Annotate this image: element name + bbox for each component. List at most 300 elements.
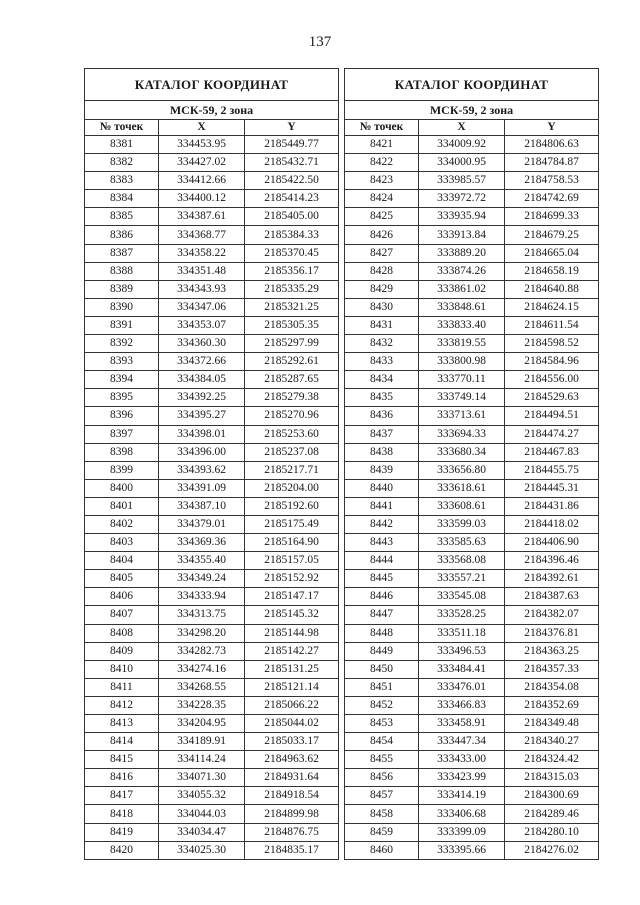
y-coordinate-cell: 2185044.02 — [245, 715, 339, 733]
point-number-cell: 8417 — [85, 787, 159, 805]
point-number-cell: 8423 — [345, 172, 419, 190]
table-row — [85, 208, 339, 226]
table-row — [345, 515, 599, 533]
x-coordinate-cell: 334114.24 — [159, 751, 245, 769]
table-row — [85, 461, 339, 479]
y-coordinate-cell: 2184363.25 — [505, 642, 599, 660]
table-row — [85, 479, 339, 497]
x-coordinate-cell: 334343.93 — [159, 280, 245, 298]
table-row — [85, 534, 339, 552]
point-number-cell: 8401 — [85, 497, 159, 515]
point-number-cell: 8382 — [85, 154, 159, 172]
point-number-cell: 8448 — [345, 624, 419, 642]
column-header-x: X — [419, 120, 505, 136]
y-coordinate-cell: 2184352.69 — [505, 696, 599, 714]
x-coordinate-cell: 333528.25 — [419, 606, 505, 624]
point-number-cell: 8445 — [345, 570, 419, 588]
x-coordinate-cell: 333568.08 — [419, 552, 505, 570]
y-coordinate-cell: 2184931.64 — [245, 769, 339, 787]
point-number-cell: 8453 — [345, 715, 419, 733]
point-number-cell: 8429 — [345, 280, 419, 298]
table-row — [85, 823, 339, 841]
x-coordinate-cell: 334313.75 — [159, 606, 245, 624]
table-row — [345, 823, 599, 841]
x-coordinate-cell: 334368.77 — [159, 226, 245, 244]
y-coordinate-cell: 2185356.17 — [245, 262, 339, 280]
table-row — [85, 751, 339, 769]
x-coordinate-cell: 334398.01 — [159, 425, 245, 443]
point-number-cell: 8428 — [345, 262, 419, 280]
point-number-cell: 8412 — [85, 696, 159, 714]
point-number-cell: 8387 — [85, 244, 159, 262]
point-number-cell: 8459 — [345, 823, 419, 841]
point-number-cell: 8419 — [85, 823, 159, 841]
y-coordinate-cell: 2185305.35 — [245, 316, 339, 334]
point-number-cell: 8381 — [85, 136, 159, 154]
point-number-cell: 8435 — [345, 389, 419, 407]
page-number: 137 — [308, 34, 332, 50]
x-coordinate-cell: 333800.98 — [419, 353, 505, 371]
table-row — [345, 371, 599, 389]
table-row — [85, 280, 339, 298]
x-coordinate-cell: 334400.12 — [159, 190, 245, 208]
point-number-cell: 8394 — [85, 371, 159, 389]
table-row — [85, 769, 339, 787]
x-coordinate-cell: 334274.16 — [159, 660, 245, 678]
point-number-cell: 8396 — [85, 407, 159, 425]
point-number-cell: 8444 — [345, 552, 419, 570]
x-coordinate-cell: 334353.07 — [159, 316, 245, 334]
table-row — [85, 316, 339, 334]
table-row — [345, 606, 599, 624]
x-coordinate-cell: 333819.55 — [419, 335, 505, 353]
y-coordinate-cell: 2184357.33 — [505, 660, 599, 678]
y-coordinate-cell: 2185152.92 — [245, 570, 339, 588]
x-coordinate-cell: 333511.18 — [419, 624, 505, 642]
y-coordinate-cell: 2184376.81 — [505, 624, 599, 642]
y-coordinate-cell: 2185370.45 — [245, 244, 339, 262]
table-row — [85, 353, 339, 371]
point-number-cell: 8393 — [85, 353, 159, 371]
x-coordinate-cell: 334349.24 — [159, 570, 245, 588]
column-header-num: № точек — [85, 120, 159, 136]
point-number-cell: 8438 — [345, 443, 419, 461]
point-number-cell: 8426 — [345, 226, 419, 244]
x-coordinate-cell: 334360.30 — [159, 335, 245, 353]
table-row — [345, 353, 599, 371]
y-coordinate-cell: 2185422.50 — [245, 172, 339, 190]
point-number-cell: 8398 — [85, 443, 159, 461]
point-number-cell: 8454 — [345, 733, 419, 751]
x-coordinate-cell: 334000.95 — [419, 154, 505, 172]
point-number-cell: 8430 — [345, 298, 419, 316]
y-coordinate-cell: 2185287.65 — [245, 371, 339, 389]
table-row — [345, 280, 599, 298]
table-row — [85, 244, 339, 262]
point-number-cell: 8437 — [345, 425, 419, 443]
y-coordinate-cell: 2184918.54 — [245, 787, 339, 805]
table-row — [345, 335, 599, 353]
x-coordinate-cell: 333406.68 — [419, 805, 505, 823]
y-coordinate-cell: 2184418.02 — [505, 515, 599, 533]
table-row — [345, 298, 599, 316]
table-row — [85, 624, 339, 642]
point-number-cell: 8406 — [85, 588, 159, 606]
table-row — [345, 389, 599, 407]
point-number-cell: 8389 — [85, 280, 159, 298]
x-coordinate-cell: 333874.26 — [419, 262, 505, 280]
table-row — [85, 552, 339, 570]
x-coordinate-cell: 333476.01 — [419, 678, 505, 696]
y-coordinate-cell: 2184455.75 — [505, 461, 599, 479]
table-row — [85, 262, 339, 280]
y-coordinate-cell: 2184876.75 — [245, 823, 339, 841]
y-coordinate-cell: 2184784.87 — [505, 154, 599, 172]
x-coordinate-cell: 334282.73 — [159, 642, 245, 660]
point-number-cell: 8410 — [85, 660, 159, 678]
y-coordinate-cell: 2184349.48 — [505, 715, 599, 733]
y-coordinate-cell: 2185033.17 — [245, 733, 339, 751]
point-number-cell: 8440 — [345, 479, 419, 497]
y-coordinate-cell: 2185131.25 — [245, 660, 339, 678]
table-row — [85, 570, 339, 588]
point-number-cell: 8407 — [85, 606, 159, 624]
coordinate-catalog-right — [344, 68, 599, 860]
y-coordinate-cell: 2185414.23 — [245, 190, 339, 208]
y-coordinate-cell: 2184392.61 — [505, 570, 599, 588]
column-header-y: Y — [505, 120, 599, 136]
y-coordinate-cell: 2184315.03 — [505, 769, 599, 787]
x-coordinate-cell: 334393.62 — [159, 461, 245, 479]
point-number-cell: 8422 — [345, 154, 419, 172]
point-number-cell: 8433 — [345, 353, 419, 371]
x-coordinate-cell: 334351.48 — [159, 262, 245, 280]
x-coordinate-cell: 333680.34 — [419, 443, 505, 461]
table-row — [345, 660, 599, 678]
table-row — [345, 588, 599, 606]
point-number-cell: 8442 — [345, 515, 419, 533]
x-coordinate-cell: 333935.94 — [419, 208, 505, 226]
table-row — [345, 316, 599, 334]
x-coordinate-cell: 334268.55 — [159, 678, 245, 696]
x-coordinate-cell: 333656.80 — [419, 461, 505, 479]
zone-label: МСК-59, 2 зона — [345, 101, 599, 120]
point-number-cell: 8460 — [345, 841, 419, 859]
table-row — [345, 624, 599, 642]
table-row — [345, 769, 599, 787]
point-number-cell: 8404 — [85, 552, 159, 570]
x-coordinate-cell: 333749.14 — [419, 389, 505, 407]
x-coordinate-cell: 333484.41 — [419, 660, 505, 678]
y-coordinate-cell: 2184640.88 — [505, 280, 599, 298]
y-coordinate-cell: 2184289.46 — [505, 805, 599, 823]
x-coordinate-cell: 334347.06 — [159, 298, 245, 316]
table-row — [345, 425, 599, 443]
y-coordinate-cell: 2185164.90 — [245, 534, 339, 552]
table-row — [85, 190, 339, 208]
x-coordinate-cell: 333861.02 — [419, 280, 505, 298]
x-coordinate-cell: 333458.91 — [419, 715, 505, 733]
x-coordinate-cell: 333913.84 — [419, 226, 505, 244]
y-coordinate-cell: 2184280.10 — [505, 823, 599, 841]
point-number-cell: 8399 — [85, 461, 159, 479]
y-coordinate-cell: 2185145.32 — [245, 606, 339, 624]
x-coordinate-cell: 333414.19 — [419, 787, 505, 805]
table-row — [345, 226, 599, 244]
y-coordinate-cell: 2184835.17 — [245, 841, 339, 859]
table-row — [345, 715, 599, 733]
table-row — [85, 136, 339, 154]
table-row — [345, 534, 599, 552]
y-coordinate-cell: 2184963.62 — [245, 751, 339, 769]
x-coordinate-cell: 334044.03 — [159, 805, 245, 823]
table-row — [345, 570, 599, 588]
table-row — [345, 154, 599, 172]
point-number-cell: 8434 — [345, 371, 419, 389]
point-number-cell: 8413 — [85, 715, 159, 733]
table-row — [85, 805, 339, 823]
table-row — [85, 443, 339, 461]
x-coordinate-cell: 334298.20 — [159, 624, 245, 642]
x-coordinate-cell: 333713.61 — [419, 407, 505, 425]
x-coordinate-cell: 333433.00 — [419, 751, 505, 769]
x-coordinate-cell: 334333.94 — [159, 588, 245, 606]
point-number-cell: 8392 — [85, 335, 159, 353]
point-number-cell: 8457 — [345, 787, 419, 805]
point-number-cell: 8420 — [85, 841, 159, 859]
x-coordinate-cell: 334034.47 — [159, 823, 245, 841]
y-coordinate-cell: 2185449.77 — [245, 136, 339, 154]
y-coordinate-cell: 2185335.29 — [245, 280, 339, 298]
x-coordinate-cell: 334379.01 — [159, 515, 245, 533]
point-number-cell: 8395 — [85, 389, 159, 407]
table-row — [85, 787, 339, 805]
x-coordinate-cell: 334358.22 — [159, 244, 245, 262]
point-number-cell: 8431 — [345, 316, 419, 334]
x-coordinate-cell: 334392.25 — [159, 389, 245, 407]
x-coordinate-cell: 333599.03 — [419, 515, 505, 533]
point-number-cell: 8418 — [85, 805, 159, 823]
table-row — [85, 696, 339, 714]
y-coordinate-cell: 2185144.98 — [245, 624, 339, 642]
x-coordinate-cell: 333423.99 — [419, 769, 505, 787]
y-coordinate-cell: 2184806.63 — [505, 136, 599, 154]
x-coordinate-cell: 334384.05 — [159, 371, 245, 389]
point-number-cell: 8451 — [345, 678, 419, 696]
table-row — [345, 443, 599, 461]
y-coordinate-cell: 2185321.25 — [245, 298, 339, 316]
column-header-x: X — [159, 120, 245, 136]
x-coordinate-cell: 334396.00 — [159, 443, 245, 461]
table-row — [345, 733, 599, 751]
table-row — [345, 497, 599, 515]
y-coordinate-cell: 2185204.00 — [245, 479, 339, 497]
table-row — [85, 172, 339, 190]
x-coordinate-cell: 333466.83 — [419, 696, 505, 714]
table-row — [345, 552, 599, 570]
y-coordinate-cell: 2184340.27 — [505, 733, 599, 751]
x-coordinate-cell: 334189.91 — [159, 733, 245, 751]
point-number-cell: 8402 — [85, 515, 159, 533]
x-coordinate-cell: 333833.40 — [419, 316, 505, 334]
y-coordinate-cell: 2184611.54 — [505, 316, 599, 334]
point-number-cell: 8421 — [345, 136, 419, 154]
point-number-cell: 8425 — [345, 208, 419, 226]
table-row — [85, 606, 339, 624]
y-coordinate-cell: 2184300.69 — [505, 787, 599, 805]
y-coordinate-cell: 2184354.08 — [505, 678, 599, 696]
catalog-title: КАТАЛОГ КООРДИНАТ — [85, 69, 339, 101]
x-coordinate-cell: 334355.40 — [159, 552, 245, 570]
y-coordinate-cell: 2185292.61 — [245, 353, 339, 371]
x-coordinate-cell: 333985.57 — [419, 172, 505, 190]
y-coordinate-cell: 2184474.27 — [505, 425, 599, 443]
point-number-cell: 8441 — [345, 497, 419, 515]
table-row — [345, 172, 599, 190]
x-coordinate-cell: 334071.30 — [159, 769, 245, 787]
catalog-title: КАТАЛОГ КООРДИНАТ — [345, 69, 599, 101]
y-coordinate-cell: 2184467.83 — [505, 443, 599, 461]
x-coordinate-cell: 334204.95 — [159, 715, 245, 733]
table-row — [345, 244, 599, 262]
table-row — [85, 841, 339, 859]
x-coordinate-cell: 334387.61 — [159, 208, 245, 226]
y-coordinate-cell: 2184699.33 — [505, 208, 599, 226]
y-coordinate-cell: 2184758.53 — [505, 172, 599, 190]
point-number-cell: 8383 — [85, 172, 159, 190]
column-header-y: Y — [245, 120, 339, 136]
point-number-cell: 8414 — [85, 733, 159, 751]
y-coordinate-cell: 2184529.63 — [505, 389, 599, 407]
point-number-cell: 8400 — [85, 479, 159, 497]
table-row — [85, 515, 339, 533]
x-coordinate-cell: 334387.10 — [159, 497, 245, 515]
y-coordinate-cell: 2185217.71 — [245, 461, 339, 479]
point-number-cell: 8391 — [85, 316, 159, 334]
point-number-cell: 8384 — [85, 190, 159, 208]
point-number-cell: 8439 — [345, 461, 419, 479]
point-number-cell: 8447 — [345, 606, 419, 624]
x-coordinate-cell: 334412.66 — [159, 172, 245, 190]
table-row — [85, 497, 339, 515]
y-coordinate-cell: 2184276.02 — [505, 841, 599, 859]
y-coordinate-cell: 2185384.33 — [245, 226, 339, 244]
x-coordinate-cell: 334055.32 — [159, 787, 245, 805]
point-number-cell: 8452 — [345, 696, 419, 714]
y-coordinate-cell: 2185270.96 — [245, 407, 339, 425]
table-row — [85, 715, 339, 733]
x-coordinate-cell: 334391.09 — [159, 479, 245, 497]
point-number-cell: 8446 — [345, 588, 419, 606]
catalog-body-left — [85, 136, 339, 860]
y-coordinate-cell: 2184899.98 — [245, 805, 339, 823]
point-number-cell: 8415 — [85, 751, 159, 769]
y-coordinate-cell: 2184396.46 — [505, 552, 599, 570]
y-coordinate-cell: 2184387.63 — [505, 588, 599, 606]
x-coordinate-cell: 333608.61 — [419, 497, 505, 515]
table-row — [345, 461, 599, 479]
catalog-body-right — [345, 136, 599, 860]
point-number-cell: 8386 — [85, 226, 159, 244]
point-number-cell: 8450 — [345, 660, 419, 678]
table-row — [85, 678, 339, 696]
table-row — [345, 787, 599, 805]
x-coordinate-cell: 334395.27 — [159, 407, 245, 425]
point-number-cell: 8405 — [85, 570, 159, 588]
y-coordinate-cell: 2184494.51 — [505, 407, 599, 425]
x-coordinate-cell: 333770.11 — [419, 371, 505, 389]
x-coordinate-cell: 333395.66 — [419, 841, 505, 859]
table-row — [345, 208, 599, 226]
point-number-cell: 8458 — [345, 805, 419, 823]
y-coordinate-cell: 2184679.25 — [505, 226, 599, 244]
y-coordinate-cell: 2184665.04 — [505, 244, 599, 262]
point-number-cell: 8397 — [85, 425, 159, 443]
y-coordinate-cell: 2185066.22 — [245, 696, 339, 714]
x-coordinate-cell: 333557.21 — [419, 570, 505, 588]
point-number-cell: 8455 — [345, 751, 419, 769]
point-number-cell: 8411 — [85, 678, 159, 696]
y-coordinate-cell: 2185237.08 — [245, 443, 339, 461]
table-row — [85, 733, 339, 751]
table-row — [345, 841, 599, 859]
table-row — [345, 190, 599, 208]
x-coordinate-cell: 333848.61 — [419, 298, 505, 316]
x-coordinate-cell: 334025.30 — [159, 841, 245, 859]
table-row — [345, 696, 599, 714]
table-row — [345, 407, 599, 425]
y-coordinate-cell: 2185142.27 — [245, 642, 339, 660]
table-row — [345, 805, 599, 823]
y-coordinate-cell: 2185253.60 — [245, 425, 339, 443]
y-coordinate-cell: 2185175.49 — [245, 515, 339, 533]
zone-label: МСК-59, 2 зона — [85, 101, 339, 120]
point-number-cell: 8403 — [85, 534, 159, 552]
y-coordinate-cell: 2184324.42 — [505, 751, 599, 769]
table-row — [85, 407, 339, 425]
x-coordinate-cell: 334009.92 — [419, 136, 505, 154]
y-coordinate-cell: 2184445.31 — [505, 479, 599, 497]
x-coordinate-cell: 333889.20 — [419, 244, 505, 262]
point-number-cell: 8409 — [85, 642, 159, 660]
x-coordinate-cell: 334369.36 — [159, 534, 245, 552]
point-number-cell: 8432 — [345, 335, 419, 353]
point-number-cell: 8436 — [345, 407, 419, 425]
x-coordinate-cell: 333399.09 — [419, 823, 505, 841]
point-number-cell: 8449 — [345, 642, 419, 660]
table-row — [345, 136, 599, 154]
y-coordinate-cell: 2184431.86 — [505, 497, 599, 515]
x-coordinate-cell: 333694.33 — [419, 425, 505, 443]
y-coordinate-cell: 2185147.17 — [245, 588, 339, 606]
table-row — [85, 642, 339, 660]
y-coordinate-cell: 2184658.19 — [505, 262, 599, 280]
point-number-cell: 8443 — [345, 534, 419, 552]
x-coordinate-cell: 333545.08 — [419, 588, 505, 606]
table-row — [345, 642, 599, 660]
x-coordinate-cell: 334372.66 — [159, 353, 245, 371]
point-number-cell: 8416 — [85, 769, 159, 787]
y-coordinate-cell: 2185297.99 — [245, 335, 339, 353]
table-row — [345, 678, 599, 696]
y-coordinate-cell: 2184742.69 — [505, 190, 599, 208]
table-row — [85, 660, 339, 678]
y-coordinate-cell: 2185432.71 — [245, 154, 339, 172]
y-coordinate-cell: 2184624.15 — [505, 298, 599, 316]
x-coordinate-cell: 334427.02 — [159, 154, 245, 172]
y-coordinate-cell: 2185121.14 — [245, 678, 339, 696]
coordinate-catalog-left — [84, 68, 339, 860]
